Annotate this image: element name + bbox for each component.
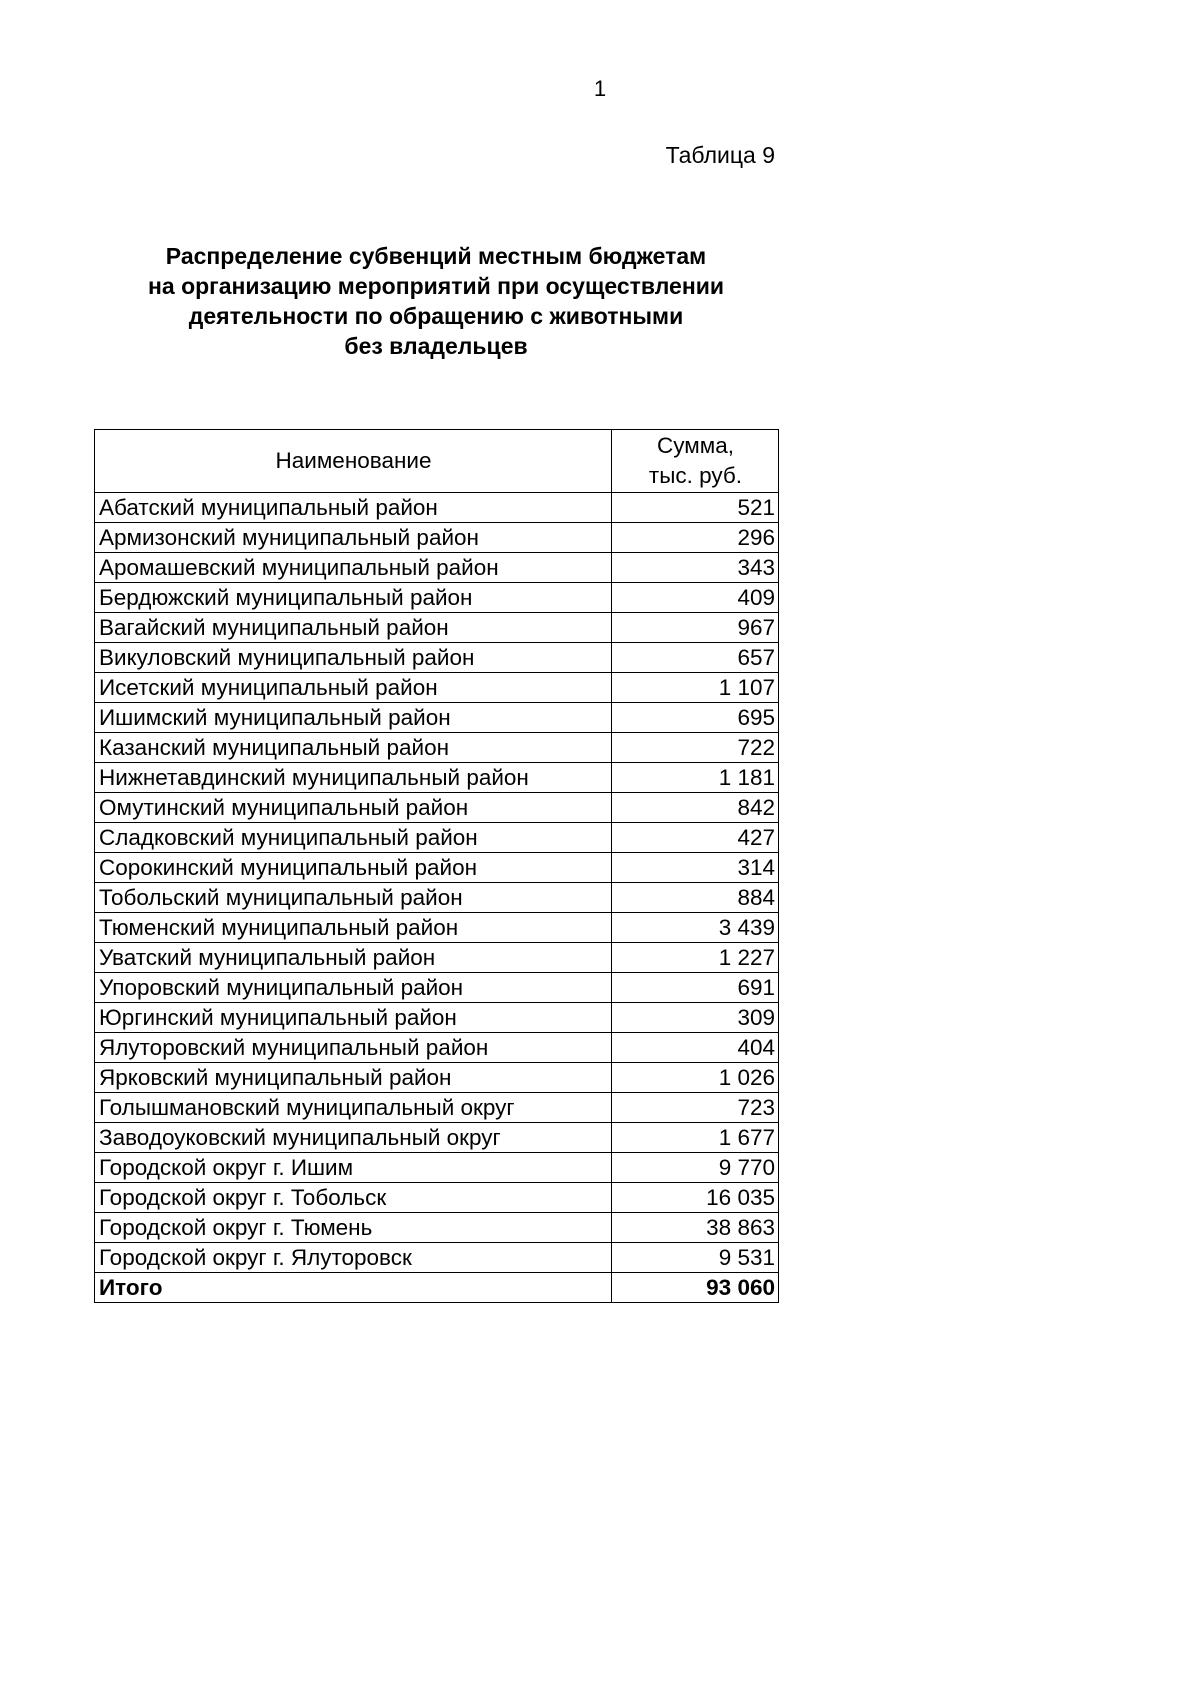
row-name: Абатский муниципальный район bbox=[95, 493, 612, 523]
table-row bbox=[95, 913, 779, 943]
row-name: Нижнетавдинский муниципальный район bbox=[95, 763, 612, 793]
row-value: 1 227 bbox=[612, 943, 779, 973]
table-row bbox=[95, 1213, 779, 1243]
table-header-row bbox=[95, 430, 779, 493]
row-value: 1 107 bbox=[612, 673, 779, 703]
row-value: 343 bbox=[612, 553, 779, 583]
row-value: 314 bbox=[612, 853, 779, 883]
row-value: 723 bbox=[612, 1093, 779, 1123]
table-row bbox=[95, 823, 779, 853]
row-name: Городской округ г. Тобольск bbox=[95, 1183, 612, 1213]
table-row bbox=[95, 793, 779, 823]
row-name: Сладковский муниципальный район bbox=[95, 823, 612, 853]
row-name: Городской округ г. Ишим bbox=[95, 1153, 612, 1183]
row-value: 427 bbox=[612, 823, 779, 853]
row-name: Казанский муниципальный район bbox=[95, 733, 612, 763]
row-value: 1 181 bbox=[612, 763, 779, 793]
row-name: Аромашевский муниципальный район bbox=[95, 553, 612, 583]
row-name: Сорокинский муниципальный район bbox=[95, 853, 612, 883]
row-name: Городской округ г. Ялуторовск bbox=[95, 1243, 612, 1273]
subventions-table bbox=[94, 429, 779, 1303]
row-name: Исетский муниципальный район bbox=[95, 673, 612, 703]
row-name: Омутинский муниципальный район bbox=[95, 793, 612, 823]
row-name: Уватский муниципальный район bbox=[95, 943, 612, 973]
total-row bbox=[95, 1273, 779, 1303]
table-row bbox=[95, 703, 779, 733]
row-value: 967 bbox=[612, 613, 779, 643]
column-header-sum-unit: тыс. руб. bbox=[648, 463, 743, 488]
row-value: 404 bbox=[612, 1033, 779, 1063]
row-value: 309 bbox=[612, 1003, 779, 1033]
row-value: 38 863 bbox=[612, 1213, 779, 1243]
row-value: 409 bbox=[612, 583, 779, 613]
row-value: 296 bbox=[612, 523, 779, 553]
row-value: 9 531 bbox=[612, 1243, 779, 1273]
title-line: Распределение субвенций местным бюджетам bbox=[165, 243, 707, 269]
table-row bbox=[95, 1063, 779, 1093]
table-row bbox=[95, 853, 779, 883]
table-row bbox=[95, 643, 779, 673]
row-name: Ярковский муниципальный район bbox=[95, 1063, 612, 1093]
row-name: Тобольский муниципальный район bbox=[95, 883, 612, 913]
column-header-sum bbox=[612, 430, 779, 493]
column-header-sum-line: Сумма, bbox=[657, 433, 734, 458]
title-line: деятельности по обращению с животными bbox=[188, 303, 684, 329]
page-number: 1 bbox=[593, 76, 607, 101]
row-value: 657 bbox=[612, 643, 779, 673]
row-value: 695 bbox=[612, 703, 779, 733]
table-row bbox=[95, 1093, 779, 1123]
row-name: Викуловский муниципальный район bbox=[95, 643, 612, 673]
table-row bbox=[95, 1243, 779, 1273]
row-name: Армизонский муниципальный район bbox=[95, 523, 612, 553]
table-row bbox=[95, 1033, 779, 1063]
table-row bbox=[95, 883, 779, 913]
table-row bbox=[95, 583, 779, 613]
table-row bbox=[95, 1183, 779, 1213]
row-value: 16 035 bbox=[612, 1183, 779, 1213]
row-value: 842 bbox=[612, 793, 779, 823]
row-name: Ялуторовский муниципальный район bbox=[95, 1033, 612, 1063]
row-value: 9 770 bbox=[612, 1153, 779, 1183]
title-line: на организацию мероприятий при осуществлении bbox=[148, 273, 724, 299]
table-row bbox=[95, 673, 779, 703]
row-name: Вагайский муниципальный район bbox=[95, 613, 612, 643]
column-header-name: Наименование bbox=[95, 430, 612, 493]
table-row bbox=[95, 493, 779, 523]
row-name: Бердюжский муниципальный район bbox=[95, 583, 612, 613]
title-line: без владельцев bbox=[344, 333, 528, 359]
row-name: Голышмановский муниципальный округ bbox=[95, 1093, 612, 1123]
table-row bbox=[95, 1153, 779, 1183]
table-row bbox=[95, 763, 779, 793]
row-name: Тюменский муниципальный район bbox=[95, 913, 612, 943]
row-name: Ишимский муниципальный район bbox=[95, 703, 612, 733]
document-title bbox=[94, 241, 778, 361]
table-label: Таблица 9 bbox=[665, 142, 775, 168]
row-value: 3 439 bbox=[612, 913, 779, 943]
table-body bbox=[95, 493, 779, 1303]
table-row bbox=[95, 733, 779, 763]
table-row bbox=[95, 943, 779, 973]
table-row bbox=[95, 973, 779, 1003]
row-name: Городской округ г. Тюмень bbox=[95, 1213, 612, 1243]
row-value: 1 026 bbox=[612, 1063, 779, 1093]
table-row bbox=[95, 523, 779, 553]
row-value: 722 bbox=[612, 733, 779, 763]
row-name: Заводоуковский муниципальный округ bbox=[95, 1123, 612, 1153]
row-name: Упоровский муниципальный район bbox=[95, 973, 612, 1003]
total-value: 93 060 bbox=[612, 1273, 779, 1303]
row-value: 884 bbox=[612, 883, 779, 913]
table-row bbox=[95, 553, 779, 583]
row-value: 521 bbox=[612, 493, 779, 523]
table-row bbox=[95, 1003, 779, 1033]
row-name: Юргинский муниципальный район bbox=[95, 1003, 612, 1033]
row-value: 691 bbox=[612, 973, 779, 1003]
total-label: Итого bbox=[95, 1273, 612, 1303]
row-value: 1 677 bbox=[612, 1123, 779, 1153]
table-row bbox=[95, 613, 779, 643]
table-row bbox=[95, 1123, 779, 1153]
